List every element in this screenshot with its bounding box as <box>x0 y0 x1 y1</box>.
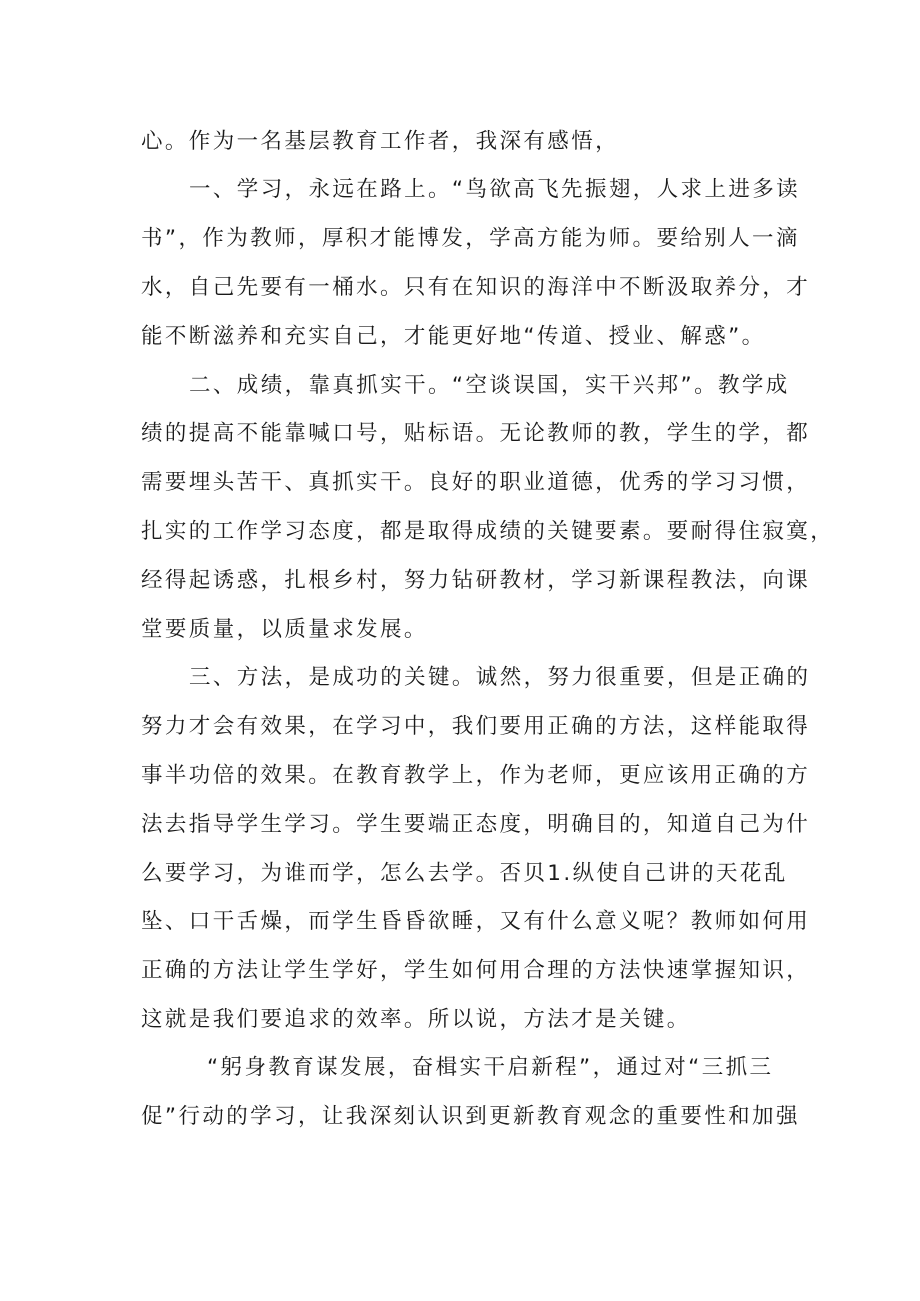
text-line: 正确的方法让学生学好，学生如何用合理的方法快速掌握知识， <box>141 958 811 983</box>
text-line: 扎实的工作学习态度，都是取得成绩的关键要素。要耐得住寂寞， <box>141 519 835 544</box>
text-line: 经得起诱惑，扎根乡村，努力钻研教材，学习新课程教法，向课 <box>141 568 811 593</box>
text-line: 需要埋头苦干、真抓实干。良好的职业道德，优秀的学习习惯， <box>141 470 811 495</box>
text-line: 绩的提高不能靠喊口号，贴标语。无论教师的教，学生的学，都 <box>141 421 811 446</box>
text-line: 事半功倍的效果。在教育教学上，作为老师，更应该用正确的方 <box>141 763 811 788</box>
text-line: 水，自己先要有一桶水。只有在知识的海洋中不断汲取养分，才 <box>141 275 811 300</box>
text-line: 努力才会有效果，在学习中，我们要用正确的方法，这样能取得 <box>141 714 811 739</box>
text-line: 三、方法，是成功的关键。诚然，努力很重要，但是正确的 <box>189 665 811 690</box>
text-line: 法去指导学生学习。学生要端正态度，明确目的，知道自己为什 <box>141 812 811 837</box>
text-line: 这就是我们要追求的效率。所以说，方法才是关键。 <box>141 1007 691 1032</box>
text-line: “躬身教育谋发展，奋楫实干启新程”，通过对“三抓三 <box>207 1055 774 1080</box>
text-line: 坠、口干舌燥，而学生昏昏欲睡，又有什么意义呢？教师如何用 <box>141 909 811 934</box>
text-line: 堂要质量，以质量求发展。 <box>141 617 428 642</box>
text-line: 促”行动的学习，让我深刻认识到更新教育观念的重要性和加强 <box>141 1104 800 1129</box>
text-line: 心。作为一名基层教育工作者，我深有感悟， <box>141 129 620 154</box>
text-line: 么要学习，为谁而学，怎么去学。否贝1.纵使自己讲的天花乱 <box>141 861 788 886</box>
text-line: 书”，作为教师，厚积才能博发，学高方能为师。要给别人一滴 <box>141 226 800 251</box>
text-line: 一、学习，永远在路上。“鸟欲高飞先振翅，人求上进多读 <box>189 177 801 202</box>
text-line: 二、成绩，靠真抓实干。“空谈误国，实干兴邦”。教学成 <box>189 373 790 398</box>
text-line: 能不断滋养和充实自己，才能更好地“传道、授业、解惑”。 <box>141 324 766 349</box>
